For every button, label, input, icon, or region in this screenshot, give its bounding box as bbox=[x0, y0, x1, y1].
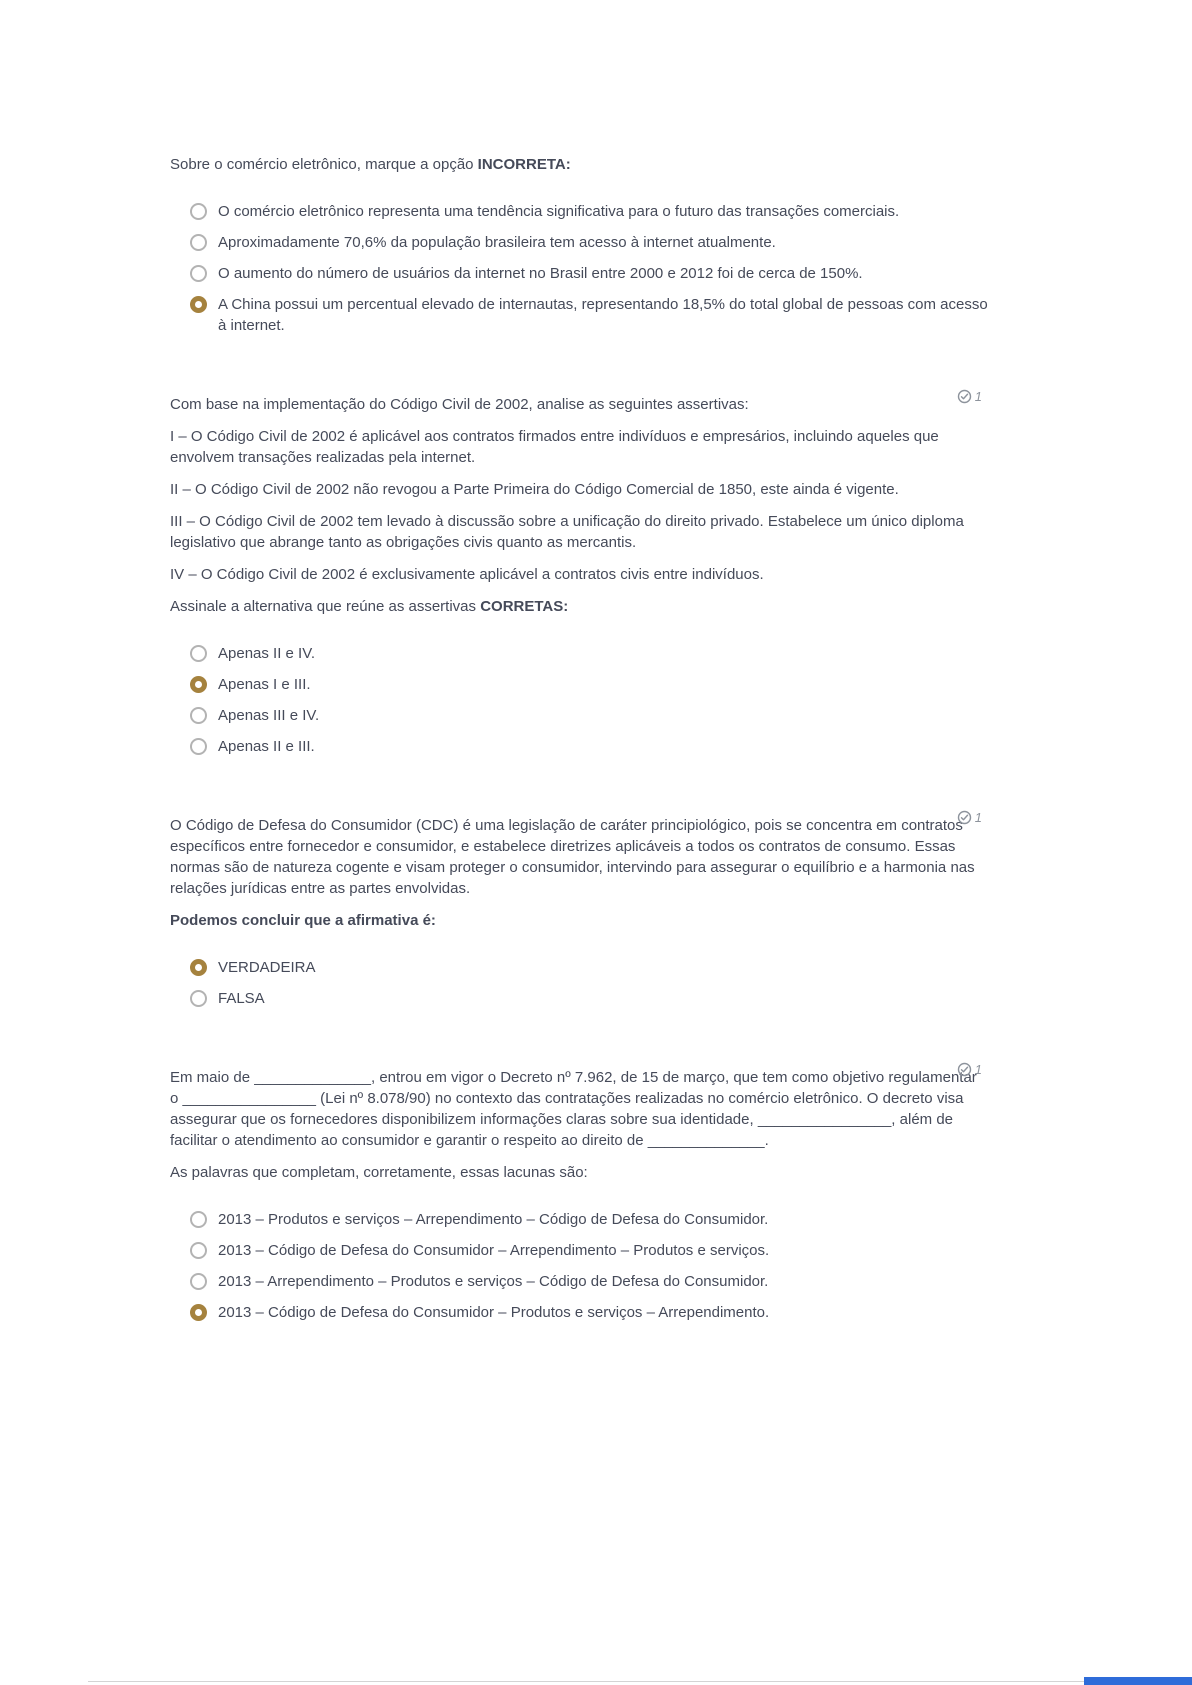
question-paragraph bbox=[170, 815, 988, 899]
option-label: 2013 – Arrependimento – Produtos e serviços – Código de Defesa do Consumidor. bbox=[218, 1273, 769, 1290]
option-label: 2013 – Código de Defesa do Consumidor – Produtos e serviços – Arrependimento. bbox=[218, 1304, 770, 1321]
question-text: IV – O Código Civil de 2002 é exclusivamente aplicável a contratos civis entre indivíduos. bbox=[170, 566, 764, 583]
option-label: A China possui um percentual elevado de internautas, representando 18,5% do total global de pessoas com acesso à internet. bbox=[218, 296, 988, 334]
answer-option[interactable] bbox=[190, 674, 988, 695]
radio-selected-icon[interactable] bbox=[190, 676, 207, 693]
radio-icon[interactable] bbox=[190, 990, 207, 1007]
question-text-bold: CORRETAS: bbox=[480, 598, 569, 615]
answer-options bbox=[170, 643, 988, 757]
radio-icon[interactable] bbox=[190, 1273, 207, 1290]
option-label: O comércio eletrônico representa uma tendência significativa para o futuro das transações comerciais. bbox=[218, 203, 900, 220]
option-label: 2013 – Produtos e serviços – Arrependimento – Código de Defesa do Consumidor. bbox=[218, 1211, 769, 1228]
question-paragraph bbox=[170, 479, 988, 500]
question-text: III – O Código Civil de 2002 tem levado à discussão sobre a unificação do direito privado. Estabelece um único diploma legislativo que abrange tanto as obrigações civis quanto as mercantis. bbox=[170, 513, 964, 551]
question-text-block bbox=[170, 1067, 988, 1183]
answer-option[interactable] bbox=[190, 643, 988, 664]
radio-icon[interactable] bbox=[190, 1242, 207, 1259]
answer-option[interactable] bbox=[190, 294, 988, 336]
question-text-block bbox=[170, 154, 988, 175]
question-paragraph bbox=[170, 564, 988, 585]
option-label: 2013 – Código de Defesa do Consumidor – Arrependimento – Produtos e serviços. bbox=[218, 1242, 770, 1259]
score-value: 1 bbox=[974, 810, 982, 825]
question-paragraph bbox=[170, 910, 988, 931]
radio-icon[interactable] bbox=[190, 645, 207, 662]
question-card bbox=[170, 154, 988, 336]
radio-selected-icon[interactable] bbox=[190, 959, 207, 976]
score-badge bbox=[957, 810, 982, 825]
question-paragraph bbox=[170, 1162, 988, 1183]
question-paragraph bbox=[170, 394, 988, 415]
question-text: Com base na implementação do Código Civil de 2002, analise as seguintes assertivas: bbox=[170, 396, 749, 413]
answer-option[interactable] bbox=[190, 1209, 988, 1230]
question-card bbox=[170, 1062, 988, 1323]
footer-accent-bar bbox=[1084, 1677, 1192, 1685]
question-text: Sobre o comércio eletrônico, marque a opção bbox=[170, 156, 478, 173]
radio-icon[interactable] bbox=[190, 203, 207, 220]
question-text: Assinale a alternativa que reúne as assertivas bbox=[170, 598, 481, 615]
question-paragraph bbox=[170, 596, 988, 617]
question-paragraph bbox=[170, 511, 988, 553]
question-text-block bbox=[170, 394, 988, 617]
option-label: FALSA bbox=[218, 990, 265, 1007]
answer-option[interactable] bbox=[190, 988, 988, 1009]
answer-options bbox=[170, 201, 988, 336]
answer-option[interactable] bbox=[190, 1271, 988, 1292]
option-label: Apenas I e III. bbox=[218, 676, 311, 693]
score-value: 1 bbox=[974, 1062, 982, 1077]
score-badge bbox=[957, 389, 982, 404]
footer-divider bbox=[88, 1681, 1192, 1682]
option-label: Apenas II e III. bbox=[218, 738, 315, 755]
quiz-question-list bbox=[170, 154, 988, 1381]
option-label: O aumento do número de usuários da internet no Brasil entre 2000 e 2012 foi de cerca de 150%. bbox=[218, 265, 863, 282]
radio-icon[interactable] bbox=[190, 265, 207, 282]
answer-option[interactable] bbox=[190, 957, 988, 978]
question-text: I – O Código Civil de 2002 é aplicável aos contratos firmados entre indivíduos e empresários, incluindo aqueles que envolvem transações realizadas pela internet. bbox=[170, 428, 939, 466]
answer-option[interactable] bbox=[190, 705, 988, 726]
check-circle-icon bbox=[957, 1062, 972, 1077]
question-paragraph bbox=[170, 426, 988, 468]
check-circle-icon bbox=[957, 389, 972, 404]
score-badge bbox=[957, 1062, 982, 1077]
score-value: 1 bbox=[974, 389, 982, 404]
question-text: II – O Código Civil de 2002 não revogou a Parte Primeira do Código Comercial de 1850, este ainda é vigente. bbox=[170, 481, 899, 498]
option-label: Apenas II e IV. bbox=[218, 645, 316, 662]
answer-option[interactable] bbox=[190, 232, 988, 253]
check-circle-icon bbox=[957, 810, 972, 825]
radio-icon[interactable] bbox=[190, 738, 207, 755]
question-text: O Código de Defesa do Consumidor (CDC) é uma legislação de caráter principiológico, pois se concentra em contratos específicos entre fornecedor e consumidor, e estabelece diretrizes aplicáveis a todos os contratos de consumo. Essas normas são de natureza cogente e visam proteger o consumidor, intervindo para assegurar o equilíbrio e a harmonia nas relações jurídicas entre as partes envolvidas. bbox=[170, 817, 975, 897]
radio-icon[interactable] bbox=[190, 234, 207, 251]
question-text-block bbox=[170, 815, 988, 931]
question-card bbox=[170, 389, 988, 757]
radio-selected-icon[interactable] bbox=[190, 296, 207, 313]
question-text: As palavras que completam, corretamente, essas lacunas são: bbox=[170, 1164, 588, 1181]
question-text: Em maio de ______________, entrou em vigor o Decreto nº 7.962, de 15 de março, que tem como objetivo regulamentar o ________________ (Lei nº 8.078/90) no contexto das contratações realizadas no comércio eletrônico. O decreto visa assegurar que os fornecedores disponibilizem informações claras sobre sua identidade, ________________, além de facilitar o atendimento ao consumidor e garantir o respeito ao direito de ______________. bbox=[170, 1069, 977, 1149]
radio-icon[interactable] bbox=[190, 1211, 207, 1228]
question-card bbox=[170, 810, 988, 1009]
question-paragraph bbox=[170, 154, 988, 175]
radio-icon[interactable] bbox=[190, 707, 207, 724]
option-label: Aproximadamente 70,6% da população brasileira tem acesso à internet atualmente. bbox=[218, 234, 776, 251]
answer-option[interactable] bbox=[190, 736, 988, 757]
answer-option[interactable] bbox=[190, 1302, 988, 1323]
radio-selected-icon[interactable] bbox=[190, 1304, 207, 1321]
question-text-bold: INCORRETA: bbox=[477, 156, 571, 173]
answer-options bbox=[170, 957, 988, 1009]
answer-option[interactable] bbox=[190, 1240, 988, 1261]
answer-options bbox=[170, 1209, 988, 1323]
answer-option[interactable] bbox=[190, 263, 988, 284]
option-label: VERDADEIRA bbox=[218, 959, 316, 976]
answer-option[interactable] bbox=[190, 201, 988, 222]
question-text-bold: Podemos concluir que a afirmativa é: bbox=[170, 912, 436, 929]
question-paragraph bbox=[170, 1067, 988, 1151]
option-label: Apenas III e IV. bbox=[218, 707, 320, 724]
